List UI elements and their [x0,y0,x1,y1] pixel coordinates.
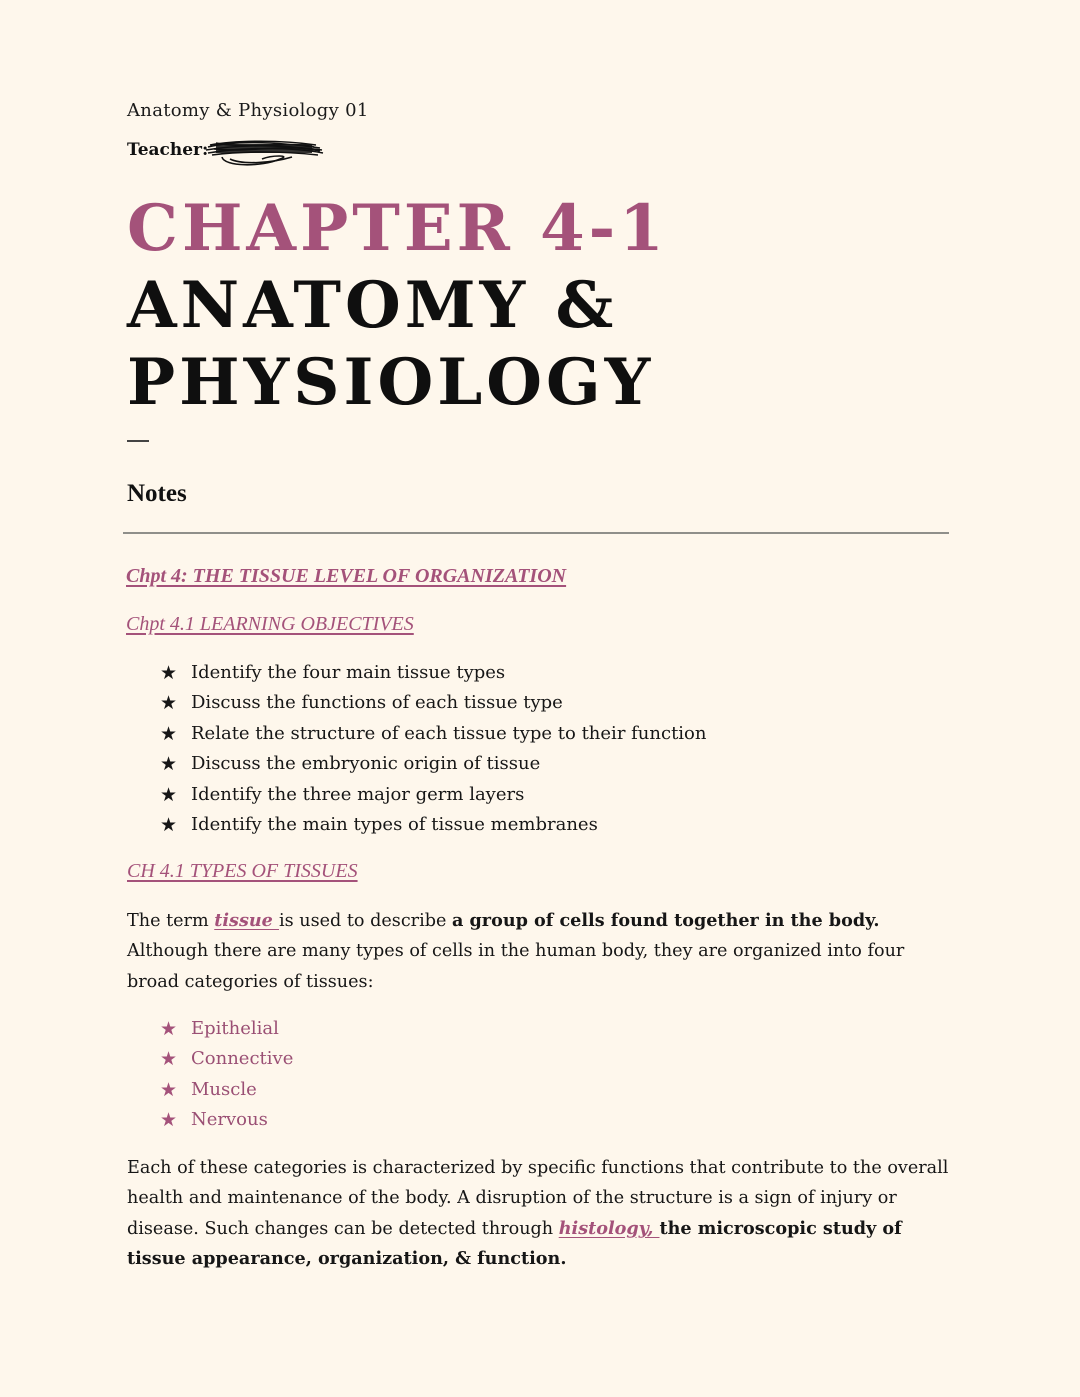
list-item: ★ Identify the three major germ layers [160,780,707,810]
section-link-chapter-4[interactable]: Chpt 4: THE TISSUE LEVEL OF ORGANIZATION [126,565,567,587]
star-bullet-icon: ★ [160,722,178,745]
list-item: ★ Discuss the embryonic origin of tissue [160,749,707,779]
star-bullet-icon: ★ [160,1048,178,1071]
star-bullet-icon: ★ [160,1018,178,1040]
learning-objectives-list [160,658,707,840]
teacher-line [127,132,327,168]
star-bullet-icon: ★ [160,783,178,806]
subject-title-line-2: PHYSIOLOGY [127,345,655,420]
term-link-tissue[interactable]: tissue [214,910,279,931]
star-bullet-icon: ★ [160,1109,178,1132]
horizontal-rule [123,532,949,534]
star-bullet-icon: ★ [160,662,178,684]
tissue-types-list [160,1014,293,1136]
star-bullet-icon: ★ [160,692,178,715]
list-item: ★ Identify the main types of tissue membranes [160,810,707,840]
list-item: ★ Discuss the functions of each tissue type [160,688,707,718]
teacher-label: Teacher: [127,140,209,160]
subject-title-line-1: ANATOMY & [127,268,618,343]
list-item: ★ Relate the structure of each tissue type to their function [160,719,707,749]
title-divider-dash [127,440,149,442]
list-item: ★ Muscle [160,1075,293,1105]
notes-heading: Notes [127,480,187,507]
star-bullet-icon: ★ [160,813,178,836]
star-bullet-icon: ★ [160,1078,178,1101]
course-title: Anatomy & Physiology 01 [127,100,369,121]
term-link-histology[interactable]: histology, [558,1217,660,1239]
list-item: ★ Nervous [160,1105,293,1135]
star-bullet-icon: ★ [160,753,178,776]
tissue-definition-paragraph: The term tissue is used to describe a group of cells found together in the body. Although there are many types of cells in the human body, they are organized into four broad categories of tissues: [127,910,905,992]
page-title [127,190,668,421]
chapter-title: CHAPTER 4-1 [127,191,668,266]
redaction-scribble-icon [202,135,327,171]
list-item: ★ Connective [160,1044,293,1074]
list-item: ★ Identify the four main tissue types [160,658,707,688]
section-link-learning-objectives[interactable]: Chpt 4.1 LEARNING OBJECTIVES [126,613,414,635]
section-link-types-of-tissues[interactable]: CH 4.1 TYPES OF TISSUES [127,860,358,882]
list-item: ★ Epithelial [160,1014,293,1044]
histology-paragraph: Each of these categories is characterized by specific functions that contribute to the overall health and maintenance of the body. A disruption of the structure is a sign of injury or disease. Such changes can be detected through histology, the microscopic study of tissue appearance, organization, & function. [127,1158,949,1270]
